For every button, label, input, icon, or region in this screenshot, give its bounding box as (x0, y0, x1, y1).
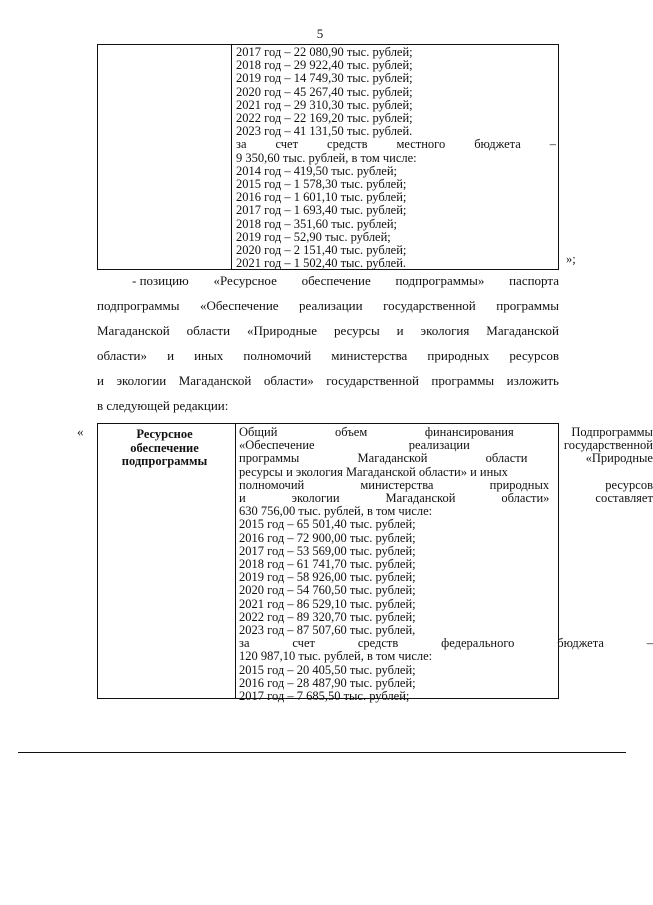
total-line: 630 756,00 тыс. рублей, в том числе: (239, 504, 433, 519)
word: министерства (360, 477, 434, 492)
word: природных (427, 348, 490, 363)
word: программы (431, 373, 495, 388)
word: ресурсы (333, 323, 380, 338)
word: экология (420, 323, 470, 338)
word: программы (239, 451, 300, 466)
word: государственной (383, 298, 476, 313)
year-line: 2017 год – 1 693,40 тыс. рублей; (236, 203, 407, 218)
word: Подпрограммы (571, 425, 653, 439)
year-line: 2019 год – 52,90 тыс. рублей; (236, 229, 391, 244)
word: «Природные (585, 451, 653, 466)
heading-line: подпрограммы (121, 454, 208, 468)
word: бюджета (557, 636, 604, 651)
word: счет (275, 137, 299, 152)
year-line: 2018 год – 61 741,70 тыс. рублей; (239, 557, 416, 572)
word: Магаданской (486, 323, 559, 338)
word: местного (396, 137, 446, 152)
word: программы (496, 298, 559, 313)
opening-quote: « (77, 424, 84, 439)
heading-line: обеспечение (130, 440, 199, 455)
year-line: 2015 год – 20 405,50 тыс. рублей; (239, 662, 416, 677)
paragraph-line (97, 318, 559, 343)
heading-line: Ресурсное (136, 427, 193, 441)
year-line: 2019 год – 58 926,00 тыс. рублей; (239, 570, 416, 585)
word: иных (194, 348, 224, 363)
year-line: 2019 год – 14 749,30 тыс. рублей; (236, 71, 413, 86)
word: реализации (299, 298, 363, 313)
word: «Ресурсное (213, 273, 277, 288)
resource-heading (98, 424, 231, 469)
paragraph-line: в следующей редакции: (97, 398, 229, 413)
page-divider (18, 752, 626, 753)
year-line: 2021 год – 1 502,40 тыс. рублей. (236, 256, 407, 271)
word: Магаданской (178, 373, 252, 388)
word: области» (501, 491, 550, 506)
word: министерства (331, 348, 408, 363)
year-line: 2017 год – 22 080,90 тыс. рублей; (236, 45, 413, 59)
word: Магаданской (357, 451, 428, 466)
year-line: 2017 год – 7 685,50 тыс. рублей; (239, 689, 410, 704)
word: бюджета (474, 137, 521, 152)
word: экологии (116, 373, 167, 388)
word: за (236, 137, 247, 152)
word: Магаданской (385, 491, 456, 506)
word: Общий (239, 425, 278, 439)
word: полномочий (243, 348, 312, 363)
resource-cell (235, 424, 236, 698)
word: «Природные (247, 323, 318, 338)
year-line: 2016 год – 72 900,00 тыс. рублей; (239, 530, 416, 545)
word: паспорта (509, 273, 559, 288)
intro-line: ресурсы и экология Магаданской области» и иных (239, 464, 508, 479)
word: финансирования (424, 425, 514, 439)
paragraph-line (97, 293, 559, 318)
word: средств (327, 137, 368, 152)
word: области (485, 451, 528, 466)
funding-table-continued (97, 44, 559, 270)
year-line: 2015 год – 1 578,30 тыс. рублей; (236, 177, 407, 192)
intro-line (239, 452, 653, 465)
year-line: 2020 год – 54 760,50 тыс. рублей; (239, 583, 416, 598)
word: ресурсов (509, 348, 559, 363)
closing-quote: »; (566, 252, 576, 266)
word: государственной (326, 373, 419, 388)
word: «Обеспечение (239, 438, 315, 453)
year-line: 2018 год – 351,60 тыс. рублей; (236, 216, 398, 231)
word: – (646, 636, 653, 651)
word: за (239, 636, 250, 651)
year-line: 2015 год – 65 501,40 тыс. рублей; (239, 517, 416, 532)
word: и (396, 323, 404, 338)
word: составляет (595, 491, 653, 506)
word: – (549, 137, 556, 152)
year-line: 2021 год – 29 310,30 тыс. рублей; (236, 97, 413, 112)
word: и (97, 373, 104, 388)
paragraph-line (97, 343, 559, 368)
word: Магаданской (97, 323, 170, 338)
word: изложить (506, 373, 559, 388)
word: и (167, 348, 175, 363)
word: - позицию (132, 273, 189, 288)
local-budget-line (236, 138, 556, 151)
word: полномочий (239, 477, 305, 492)
year-line: 2020 год – 45 267,40 тыс. рублей; (236, 84, 413, 99)
word: «Обеспечение (199, 298, 279, 313)
federal-total: 120 987,10 тыс. рублей, в том числе: (239, 649, 433, 664)
resource-table (97, 423, 653, 704)
amendment-paragraph (97, 268, 559, 418)
year-line: 2014 год – 419,50 тыс. рублей; (236, 163, 398, 178)
paragraph-line (97, 368, 559, 393)
word: подпрограммы» (395, 273, 485, 288)
word: средств (357, 636, 399, 651)
word: экологии (291, 491, 340, 506)
year-line: 2018 год – 29 922,40 тыс. рублей; (236, 58, 413, 73)
word: объем (335, 425, 368, 439)
word: счет (292, 636, 315, 651)
word: реализации (408, 438, 470, 453)
word: и (239, 491, 246, 506)
year-line: 2022 год – 89 320,70 тыс. рублей; (239, 609, 416, 624)
local-total: 9 350,60 тыс. рублей, в том числе: (236, 150, 417, 165)
word: подпрограммы (97, 298, 180, 313)
word: области» (263, 373, 314, 388)
word: природных (489, 477, 550, 492)
page-number: 5 (316, 26, 324, 41)
funding-cell (231, 45, 232, 269)
year-line: 2017 год – 53 569,00 тыс. рублей; (239, 543, 416, 558)
word: ресурсов (605, 477, 653, 492)
paragraph-line (97, 268, 559, 293)
word: государственной (563, 438, 653, 453)
year-line: 2016 год – 1 601,10 тыс. рублей; (236, 190, 407, 205)
year-line: 2016 год – 28 487,90 тыс. рублей; (239, 675, 416, 690)
word: области» (97, 348, 147, 363)
funding-lines (236, 46, 556, 270)
resource-lines (239, 426, 653, 703)
year-line: 2023 год – 41 131,50 тыс. рублей. (236, 124, 413, 139)
year-line: 2021 год – 86 529,10 тыс. рублей; (239, 596, 416, 611)
word: области (186, 323, 231, 338)
year-line: 2022 год – 22 169,20 тыс. рублей; (236, 111, 413, 126)
year-line: 2023 год – 87 507,60 тыс. рублей, (239, 623, 416, 638)
word: обеспечение (301, 273, 371, 288)
year-line: 2020 год – 2 151,40 тыс. рублей; (236, 243, 407, 258)
word: федерального (441, 636, 515, 651)
